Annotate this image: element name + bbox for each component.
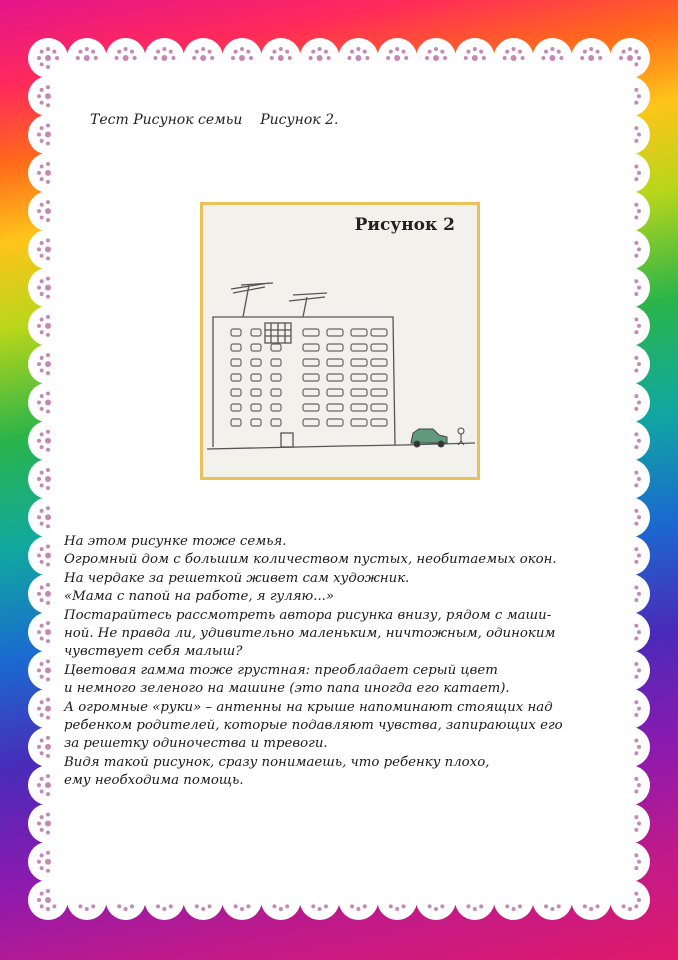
building-outline [213, 317, 395, 447]
antenna-left [231, 283, 273, 317]
text-line: ной. Не правда ли, удивительно маленьким, ничтожным, одиноким [64, 626, 556, 642]
window [251, 374, 261, 381]
window [303, 329, 319, 336]
ground-line [207, 443, 475, 449]
window [303, 374, 319, 381]
window [371, 404, 387, 411]
text-line: Видя такой рисунок, сразу понимаешь, что ребенку плохо, [64, 754, 490, 770]
text-line: А огромные «руки» – антенны на крыше напоминают стоящих над [64, 699, 553, 715]
window [231, 329, 241, 336]
text-line: Постарайтесь рассмотреть автора рисунка внизу, рядом с маши- [64, 607, 552, 623]
entrance-door [281, 433, 293, 447]
text-line: за решетку одиночества и тревоги. [64, 736, 328, 752]
drawing-reference: Рисунок 2. [260, 112, 339, 128]
window [271, 374, 281, 381]
window [303, 359, 319, 366]
test-title: Тест Рисунок семьи [90, 112, 243, 128]
window [271, 419, 281, 426]
text-line: ребенком родителей, которые подавляют чувства, запирающих его [64, 718, 563, 734]
window [371, 359, 387, 366]
text-line: Цветовая гамма тоже грустная: преобладает серый цвет [64, 662, 498, 678]
page-header [90, 112, 338, 128]
antenna-right [289, 293, 327, 317]
window [351, 374, 367, 381]
window [231, 389, 241, 396]
window [351, 419, 367, 426]
description-text [64, 533, 644, 791]
window [327, 389, 343, 396]
window [351, 359, 367, 366]
window [327, 359, 343, 366]
window [303, 389, 319, 396]
window [251, 344, 261, 351]
windows-group [231, 329, 387, 426]
window [327, 404, 343, 411]
window [351, 404, 367, 411]
window [303, 419, 319, 426]
window [251, 329, 261, 336]
window [271, 359, 281, 366]
window [371, 374, 387, 381]
window [371, 419, 387, 426]
window [251, 419, 261, 426]
child-drawing-figure [200, 202, 480, 480]
window [303, 404, 319, 411]
window [251, 404, 261, 411]
child-figure [458, 428, 464, 445]
window [327, 329, 343, 336]
window [327, 374, 343, 381]
window [327, 344, 343, 351]
window [271, 389, 281, 396]
window [231, 344, 241, 351]
text-line: Огромный дом с большим количеством пустых, необитаемых окон. [64, 552, 557, 568]
window [231, 404, 241, 411]
window [371, 329, 387, 336]
window [303, 344, 319, 351]
window [371, 344, 387, 351]
text-line: На чердаке за решеткой живет сам художник. [64, 570, 410, 586]
window [271, 404, 281, 411]
window [231, 374, 241, 381]
text-line: «Мама с папой на работе, я гуляю...» [64, 589, 335, 605]
text-line: ему необходима помощь. [64, 773, 244, 789]
building-drawing [203, 205, 477, 477]
text-line: чувствует себя малыш? [64, 644, 243, 660]
window [251, 359, 261, 366]
text-line: На этом рисунке тоже семья. [64, 534, 287, 549]
window [351, 329, 367, 336]
window [271, 344, 281, 351]
window [351, 344, 367, 351]
window [231, 359, 241, 366]
window [371, 389, 387, 396]
window [351, 389, 367, 396]
attic-grid [265, 323, 291, 343]
text-line: и немного зеленого на машине (это папа иногда его катает). [64, 681, 510, 697]
window [327, 419, 343, 426]
window [231, 419, 241, 426]
figure-caption: Рисунок 2 [354, 215, 455, 235]
window [251, 389, 261, 396]
